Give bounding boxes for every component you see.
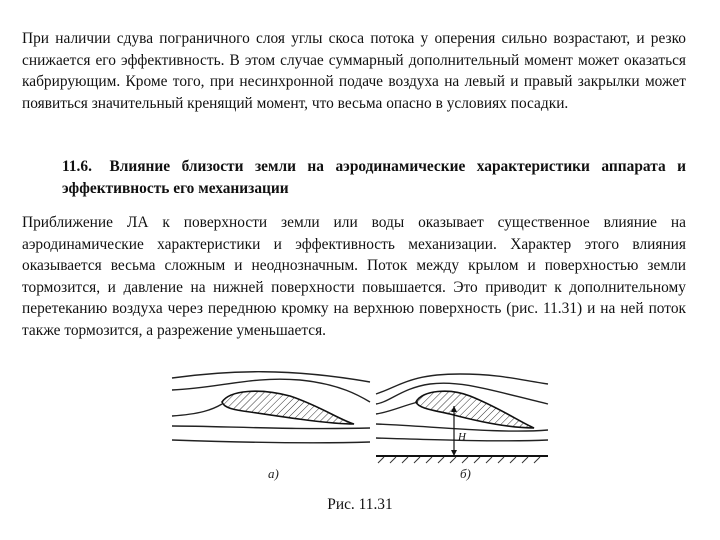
height-label: H: [458, 431, 466, 443]
section-heading: [62, 156, 686, 200]
paragraph-flow-deflection: При наличии сдува пограничного слоя углы скоса потока у оперения сильно возрастают, и резко снижается его эффективность. В этом случае суммарный дополнительный момент может оказаться кабрирующим. Кроме того, при несинхронной подаче воздуха на левый и правый закрылки может появиться значительный кренящий момент, что весьма опасно в условиях посадки.: [22, 30, 686, 112]
figure-caption: Рис. 11.31: [327, 496, 393, 513]
figure-11-31: [170, 366, 550, 491]
panel-a-flow-diagram: [172, 372, 370, 481]
panel-b-label: б): [460, 466, 471, 481]
paragraph-ground-effect: Приближение ЛА к поверхности земли или воды оказывает существенное влияние на аэродинамические характеристики и эффективность механизации. Характер этого влияния оказывается весьма сложным и неоднозначным. Поток между крылом и поверхностью земли тормозится, и давление на нижней поверхности повышается. Это приводит к дополнительному перетеканию воздуха через переднюю кромку на верхнюю поверхность (рис. 11.31) и на ней поток также тормозится, а разрежение уменьшается.: [22, 214, 686, 339]
streamline: [376, 402, 418, 414]
section-number: 11.6.: [62, 158, 92, 175]
streamline: [172, 404, 222, 416]
streamline: [172, 372, 370, 382]
section-title: Влияние близости земли на аэродинамические характеристики аппарата и эффективность его механизации: [62, 158, 686, 197]
streamline: [172, 440, 370, 443]
airfoil-shape: [222, 391, 354, 424]
panel-a-label: а): [268, 466, 279, 481]
panel-b-flow-diagram: [376, 374, 548, 481]
streamline: [172, 426, 370, 429]
